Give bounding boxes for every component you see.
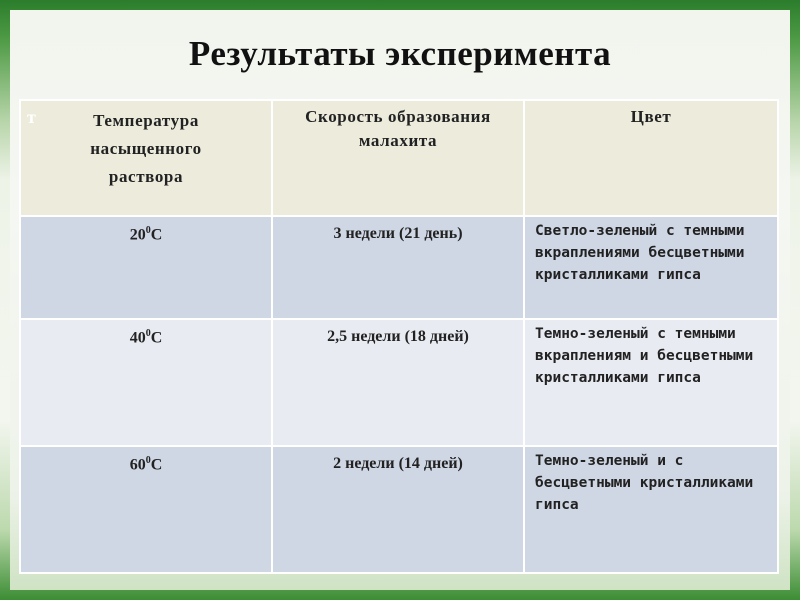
table-header-row (20, 100, 778, 216)
temp-cell (20, 319, 272, 446)
temp-value: 20 (129, 226, 146, 244)
header-cell-color (524, 100, 778, 216)
stray-mark: т (27, 107, 37, 127)
degree-mark: 0 (145, 455, 151, 466)
temp-value: 60 (129, 456, 146, 474)
degree-mark: 0 (145, 328, 151, 339)
slide-title: Результаты эксперимента (188, 34, 612, 73)
header-speed-label: Скорость образования малахита (305, 107, 491, 150)
temp-cell (20, 446, 272, 573)
degree-mark: 0 (145, 225, 151, 236)
temp-value: 40 (129, 329, 146, 347)
temp-unit: С (150, 456, 163, 474)
color-value: Темно-зеленый и с бесцветными кристалликами гипса (535, 453, 754, 513)
color-value: Светло-зеленый с темными вкраплениями бесцветными кристалликами гипса (535, 223, 745, 283)
color-cell (524, 216, 778, 319)
speed-cell (272, 216, 524, 319)
speed-value: 2,5 недели (18 дней) (327, 328, 469, 345)
header-cell-speed (272, 100, 524, 216)
speed-value: 3 недели (21 день) (333, 225, 463, 242)
temp-cell (20, 216, 272, 319)
table-row (20, 216, 778, 319)
temp-unit: С (150, 226, 163, 244)
header-cell-temperature (20, 100, 272, 216)
table-row (20, 319, 778, 446)
color-cell (524, 319, 778, 446)
header-temperature-label: Температура насыщенного раствора (90, 111, 202, 186)
temp-unit: С (150, 329, 163, 347)
color-cell (524, 446, 778, 573)
header-color-label: Цвет (630, 107, 672, 126)
speed-cell (272, 319, 524, 446)
table-row (20, 446, 778, 573)
color-value: Темно-зеленый с темными вкраплениям и бесцветными кристалликами гипса (535, 326, 754, 386)
speed-cell (272, 446, 524, 573)
speed-value: 2 недели (14 дней) (333, 455, 463, 472)
results-table (19, 99, 779, 574)
